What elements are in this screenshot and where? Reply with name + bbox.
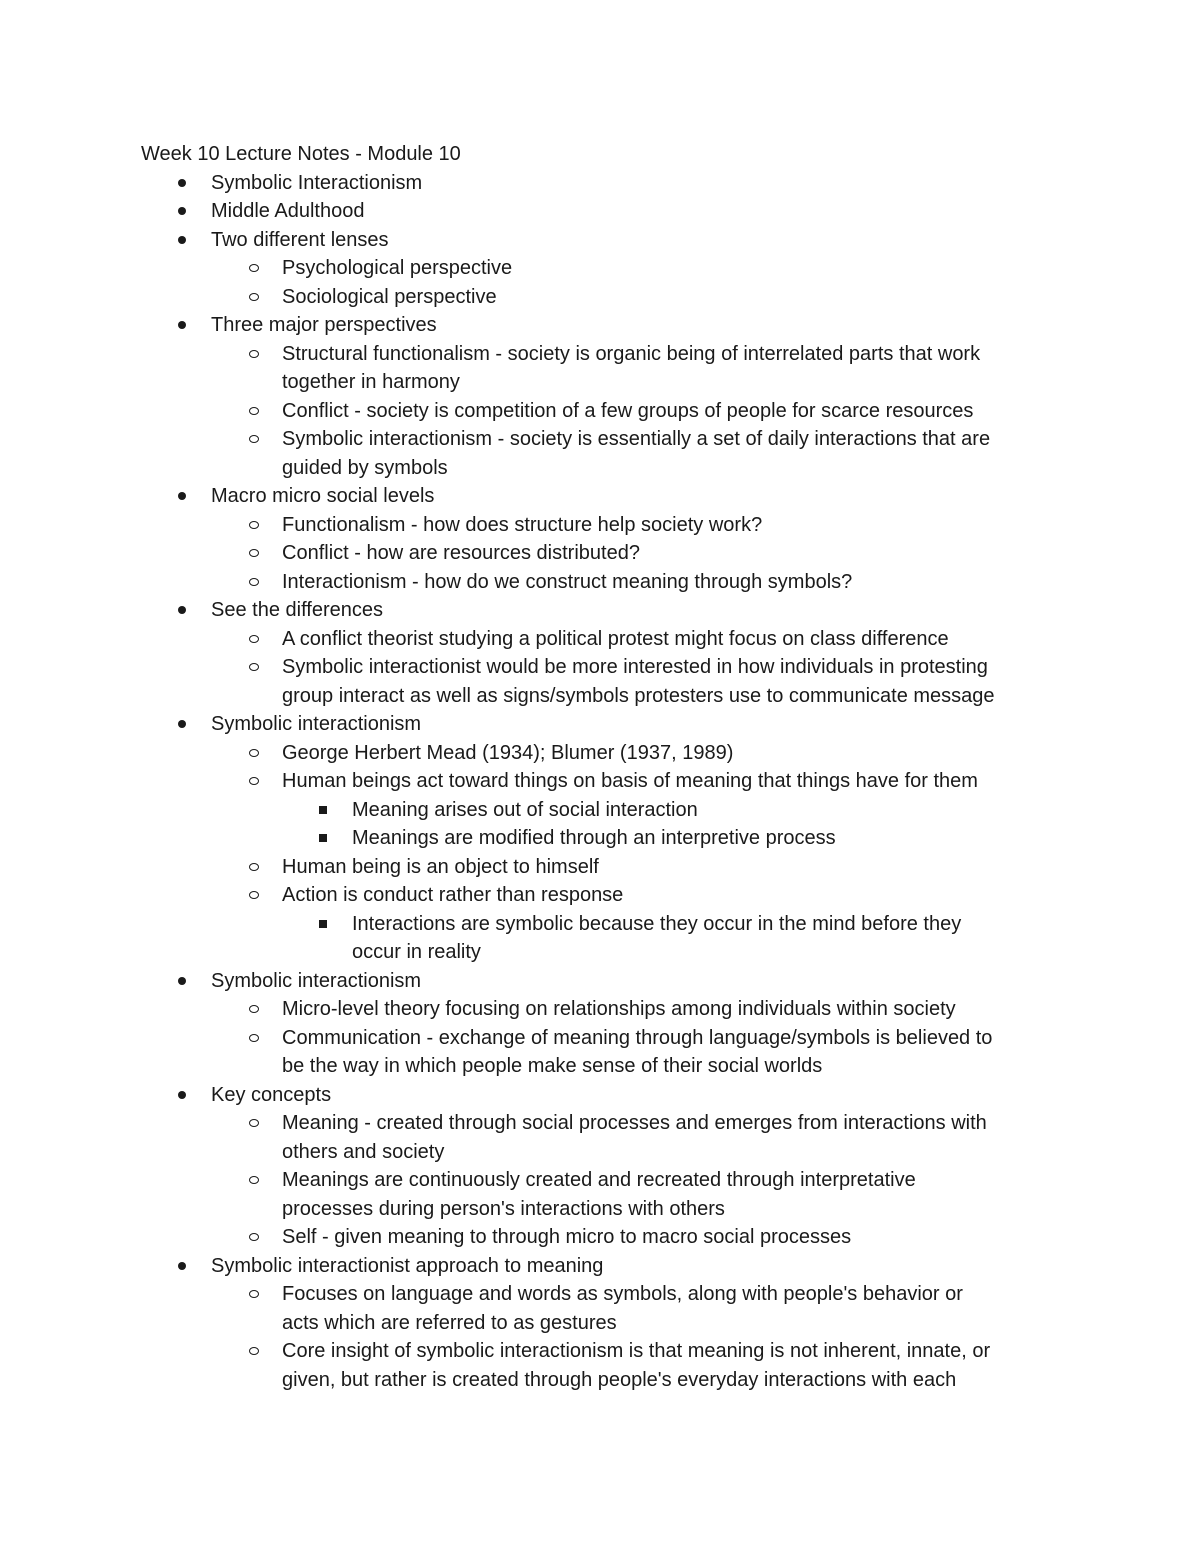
circle-bullet-icon: [249, 578, 259, 586]
document-title: Week 10 Lecture Notes - Module 10: [141, 143, 461, 165]
list-item-line: Two different lenses: [211, 228, 389, 251]
circle-bullet-icon: [249, 435, 259, 443]
square-bullet-icon: [319, 920, 327, 928]
list-item-line: given, but rather is created through people's everyday interactions with each: [282, 1368, 957, 1391]
list-item-line: Key concepts: [211, 1083, 332, 1106]
list-item-line: Conflict - how are resources distributed?: [282, 542, 640, 564]
list-item-line: be the way in which people make sense of their social worlds: [282, 1055, 823, 1077]
list-item-line: Interactionism - how do we construct meaning through symbols?: [282, 570, 853, 593]
circle-bullet-icon: [249, 521, 259, 529]
list-item-line: See the differences: [211, 599, 383, 621]
list-item-line: acts which are referred to as gestures: [282, 1311, 617, 1334]
list-item-line: together in harmony: [282, 371, 460, 393]
list-item-line: Interactions are symbolic because they occur in the mind before they: [352, 912, 962, 935]
circle-bullet-icon: [249, 1176, 259, 1184]
list-item-line: Symbolic interactionist would be more interested in how individuals in protesting: [282, 656, 988, 678]
bullet-icon: [178, 207, 186, 215]
list-item-line: Human beings act toward things on basis of meaning that things have for them: [282, 770, 978, 792]
list-item-line: Psychological perspective: [282, 257, 513, 279]
circle-bullet-icon: [249, 635, 259, 643]
list-item-line: processes during person's interactions with others: [282, 1197, 725, 1220]
circle-bullet-icon: [249, 863, 259, 871]
circle-bullet-icon: [249, 663, 259, 671]
list-item-line: Functionalism - how does structure help society work?: [282, 513, 763, 536]
list-item-line: Macro micro social levels: [211, 485, 435, 507]
bullet-icon: [178, 1091, 186, 1099]
list-item-line: Meaning arises out of social interaction: [352, 798, 698, 821]
bullet-icon: [178, 606, 186, 614]
list-item-line: Action is conduct rather than response: [282, 884, 624, 906]
list-item-line: Focuses on language and words as symbols, along with people's behavior or: [282, 1283, 963, 1305]
circle-bullet-icon: [249, 264, 259, 272]
circle-bullet-icon: [249, 1233, 259, 1241]
circle-bullet-icon: [249, 1347, 259, 1355]
list-item-line: Communication - exchange of meaning through language/symbols is believed to: [282, 1026, 993, 1049]
bullet-icon: [178, 179, 186, 187]
bullet-icon: [178, 236, 186, 244]
circle-bullet-icon: [249, 293, 259, 301]
bullet-icon: [178, 1262, 186, 1270]
bullet-icon: [178, 492, 186, 500]
list-item-line: Self - given meaning to through micro to macro social processes: [282, 1226, 852, 1248]
list-item-line: others and society: [282, 1140, 445, 1163]
list-item-line: group interact as well as signs/symbols protesters use to communicate message: [282, 684, 995, 707]
bullet-icon: [178, 720, 186, 728]
list-item-line: Human being is an object to himself: [282, 855, 599, 878]
square-bullet-icon: [319, 806, 327, 814]
circle-bullet-icon: [249, 350, 259, 358]
list-item-line: Symbolic interactionist approach to meaning: [211, 1254, 604, 1277]
list-item-line: Conflict - society is competition of a few groups of people for scarce resources: [282, 399, 974, 422]
list-item-line: Meaning - created through social processes and emerges from interactions with: [282, 1112, 987, 1134]
list-item-line: guided by symbols: [282, 456, 448, 479]
circle-bullet-icon: [249, 1034, 259, 1042]
list-item-line: Core insight of symbolic interactionism is that meaning is not inherent, innate, or: [282, 1340, 991, 1362]
list-item-line: Sociological perspective: [282, 285, 497, 308]
circle-bullet-icon: [249, 1005, 259, 1013]
circle-bullet-icon: [249, 549, 259, 557]
circle-bullet-icon: [249, 1290, 259, 1298]
list-item-line: Meanings are continuously created and recreated through interpretative: [282, 1169, 916, 1191]
list-item-line: Symbolic Interactionism: [211, 171, 423, 194]
list-item-line: Symbolic interactionism - society is essentially a set of daily interactions that are: [282, 428, 991, 450]
circle-bullet-icon: [249, 891, 259, 899]
circle-bullet-icon: [249, 777, 259, 785]
circle-bullet-icon: [249, 1119, 259, 1127]
list-item-line: A conflict theorist studying a political protest might focus on class difference: [282, 627, 949, 650]
list-item-line: Middle Adulthood: [211, 200, 365, 222]
list-item-line: Structural functionalism - society is organic being of interrelated parts that work: [282, 342, 981, 365]
list-item-line: Three major perspectives: [211, 314, 437, 336]
circle-bullet-icon: [249, 749, 259, 757]
list-item-line: Symbolic interactionism: [211, 713, 422, 735]
list-item-line: Symbolic interactionism: [211, 969, 422, 992]
list-item-line: occur in reality: [352, 941, 481, 963]
square-bullet-icon: [319, 834, 327, 842]
circle-bullet-icon: [249, 407, 259, 415]
bullet-icon: [178, 977, 186, 985]
list-item-line: Meanings are modified through an interpretive process: [352, 827, 836, 849]
bullet-icon: [178, 321, 186, 329]
list-item-line: George Herbert Mead (1934); Blumer (1937, 1989): [282, 741, 734, 764]
list-item-line: Micro-level theory focusing on relationships among individuals within society: [282, 998, 956, 1020]
